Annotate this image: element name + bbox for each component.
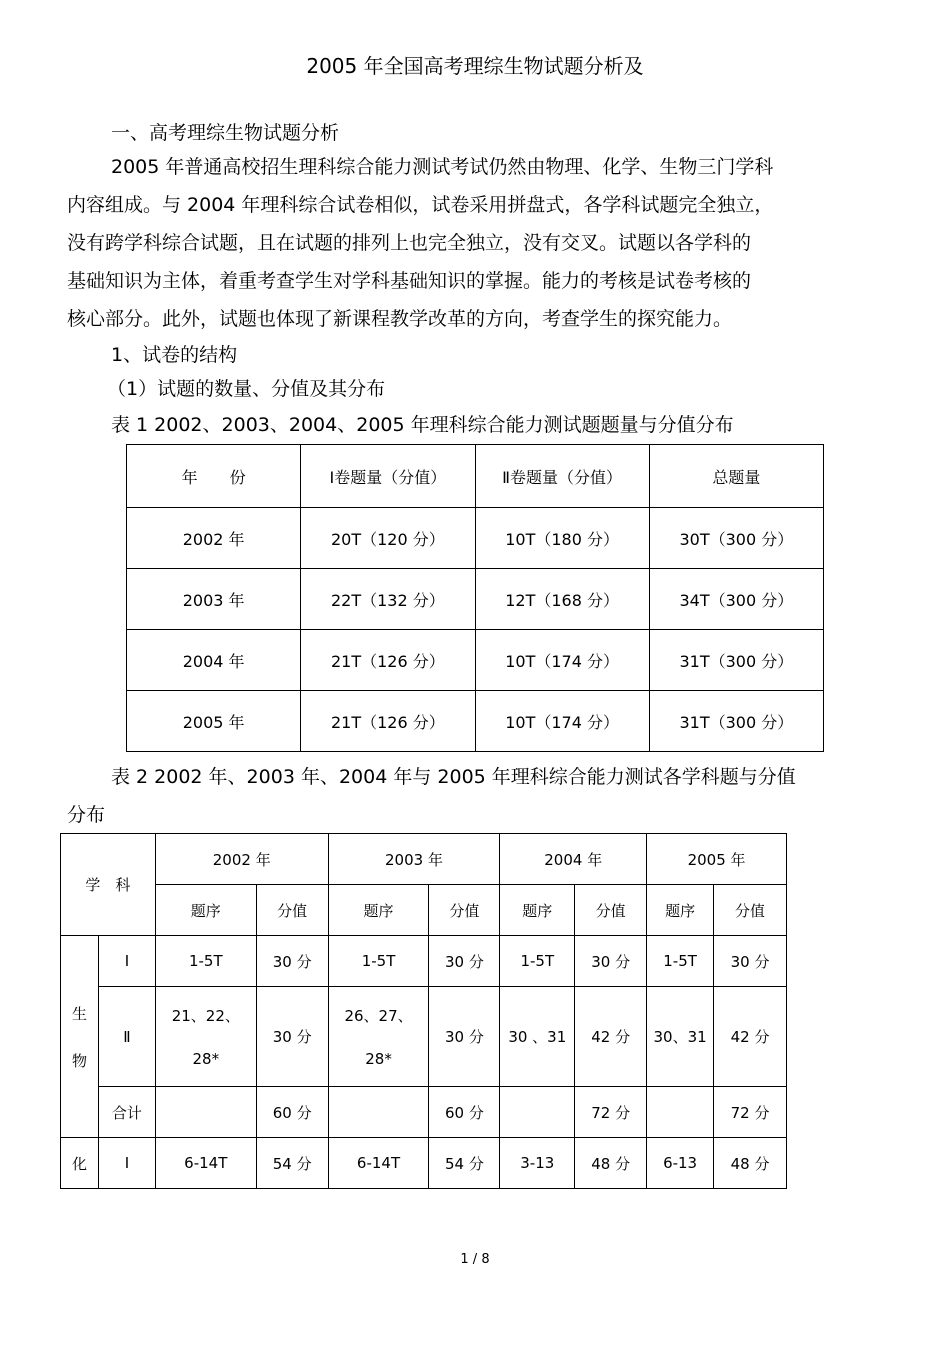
paper-label: Ⅱ: [98, 987, 155, 1087]
subject-char: 物: [71, 1051, 87, 1070]
table-cell: [328, 987, 429, 1087]
table-cell: [500, 1087, 575, 1138]
table-cell: [647, 1087, 714, 1138]
col-score-header: 分值: [256, 885, 328, 936]
table-cell: 42 分: [575, 987, 647, 1087]
table-cell: 6-13: [647, 1138, 714, 1189]
table-cell: 31T（300 分）: [649, 630, 823, 691]
subsection-heading: （1）试题的数量、分值及其分布: [107, 378, 386, 400]
table-cell: 72 分: [575, 1087, 647, 1138]
table2-caption: 表 2 2002 年、2003 年、2004 年与 2005 年理科综合能力测试各学科题与分值: [111, 766, 796, 788]
table-row: [127, 569, 824, 630]
paragraph-line: 核心部分。此外，试题也体现了新课程教学改革的方向，考查学生的探究能力。: [67, 308, 733, 330]
table-cell: 21T（126 分）: [301, 691, 475, 752]
section-heading: 一、高考理综生物试题分析: [111, 122, 340, 144]
table-cell: 72 分: [714, 1087, 787, 1138]
subject-chemistry: 化: [61, 1138, 99, 1189]
table-cell: 31T（300 分）: [649, 691, 823, 752]
col-order-header: 题序: [647, 885, 714, 936]
table-cell: 30 分: [256, 987, 328, 1087]
table-header-row: [127, 445, 824, 508]
table-cell: 12T（168 分）: [475, 569, 649, 630]
col-order-header: 题序: [500, 885, 575, 936]
document-title: 2005 年全国高考理综生物试题分析及: [306, 54, 644, 78]
table-cell: 48 分: [575, 1138, 647, 1189]
header-cell: Ⅰ卷题量（分值）: [301, 445, 475, 508]
page-number: 1 / 8: [460, 1252, 490, 1267]
table-row: [61, 1138, 787, 1189]
table-cell: 2003 年: [127, 569, 301, 630]
table-cell: 54 分: [429, 1138, 500, 1189]
table-cell: 21T（126 分）: [301, 630, 475, 691]
header-cell: 总题量: [649, 445, 823, 508]
table-cell: 30 分: [429, 936, 500, 987]
table-row: [127, 508, 824, 569]
year-header: 2005 年: [647, 834, 787, 885]
table-cell: 3-13: [500, 1138, 575, 1189]
table-row: [61, 987, 787, 1087]
subject-biology: [61, 936, 99, 1138]
table-cell: 30、31: [647, 987, 714, 1087]
table1-caption: 表 1 2002、2003、2004、2005 年理科综合能力测试题题量与分值分布: [111, 414, 734, 436]
table-cell: 30T（300 分）: [649, 508, 823, 569]
table-row: [127, 691, 824, 752]
header-cell: 年 份: [127, 445, 301, 508]
table-cell: 30 分: [429, 987, 500, 1087]
body-text: [67, 122, 867, 444]
table-cell: 1-5T: [328, 936, 429, 987]
paragraph-line: 2005 年普通高校招生理科综合能力测试考试仍然由物理、化学、生物三门学科: [111, 156, 774, 178]
total-label: 合计: [98, 1087, 155, 1138]
table-cell: 10T（180 分）: [475, 508, 649, 569]
col-order-header: 题序: [155, 885, 256, 936]
col-score-header: 分值: [714, 885, 787, 936]
table-cell: 2002 年: [127, 508, 301, 569]
table2: [60, 833, 787, 1189]
table-cell: 60 分: [429, 1087, 500, 1138]
table-cell: 30 分: [256, 936, 328, 987]
table-cell: 6-14T: [328, 1138, 429, 1189]
cell-line: 28*: [365, 1050, 392, 1068]
table-row: [61, 936, 787, 987]
table-row: [127, 630, 824, 691]
paper-label: Ⅰ: [98, 936, 155, 987]
table2-caption-cont: 分布: [67, 804, 106, 826]
table1: [126, 444, 824, 752]
table-cell: 10T（174 分）: [475, 630, 649, 691]
table-cell: 30 分: [575, 936, 647, 987]
year-header: 2004 年: [500, 834, 647, 885]
table-cell: 30 、31: [500, 987, 575, 1087]
paragraph-line: 基础知识为主体，着重考查学生对学科基础知识的掌握。能力的考核是试卷考核的: [67, 270, 752, 292]
table-cell: 1-5T: [647, 936, 714, 987]
table-cell: [328, 1087, 429, 1138]
table-cell: 10T（174 分）: [475, 691, 649, 752]
table-cell: 34T（300 分）: [649, 569, 823, 630]
paper-label: Ⅰ: [98, 1138, 155, 1189]
subsection-heading: 1、试卷的结构: [111, 344, 238, 366]
table-subheader-row: [61, 885, 787, 936]
table-cell: 42 分: [714, 987, 787, 1087]
table-cell: 60 分: [256, 1087, 328, 1138]
table-cell: 1-5T: [500, 936, 575, 987]
table-cell: 20T（120 分）: [301, 508, 475, 569]
col-score-header: 分值: [429, 885, 500, 936]
table-cell: 2004 年: [127, 630, 301, 691]
subject-header: 学 科: [61, 834, 156, 936]
year-header: 2003 年: [328, 834, 500, 885]
paragraph-line: 内容组成。与 2004 年理科综合试卷相似，试卷采用拼盘式，各学科试题完全独立，: [67, 194, 774, 216]
table-cell: 2005 年: [127, 691, 301, 752]
subject-char: 生: [71, 1004, 87, 1023]
table-row: [61, 1087, 787, 1138]
table-cell: 22T（132 分）: [301, 569, 475, 630]
paragraph-line: 没有跨学科综合试题，且在试题的排列上也完全独立，没有交叉。试题以各学科的: [67, 232, 752, 254]
col-order-header: 题序: [328, 885, 429, 936]
table-cell: 48 分: [714, 1138, 787, 1189]
table-header-row: [61, 834, 787, 885]
year-header: 2002 年: [155, 834, 328, 885]
header-cell: Ⅱ卷题量（分值）: [475, 445, 649, 508]
cell-line: 26、27、: [344, 1007, 413, 1025]
table-cell: 1-5T: [155, 936, 256, 987]
cell-line: 28*: [192, 1050, 220, 1068]
table-cell: 6-14T: [155, 1138, 256, 1189]
col-score-header: 分值: [575, 885, 647, 936]
cell-line: 21、22、: [171, 1007, 240, 1025]
table-cell: 54 分: [256, 1138, 328, 1189]
table-cell: 30 分: [714, 936, 787, 987]
table-cell: [155, 987, 256, 1087]
table-cell: [155, 1087, 256, 1138]
